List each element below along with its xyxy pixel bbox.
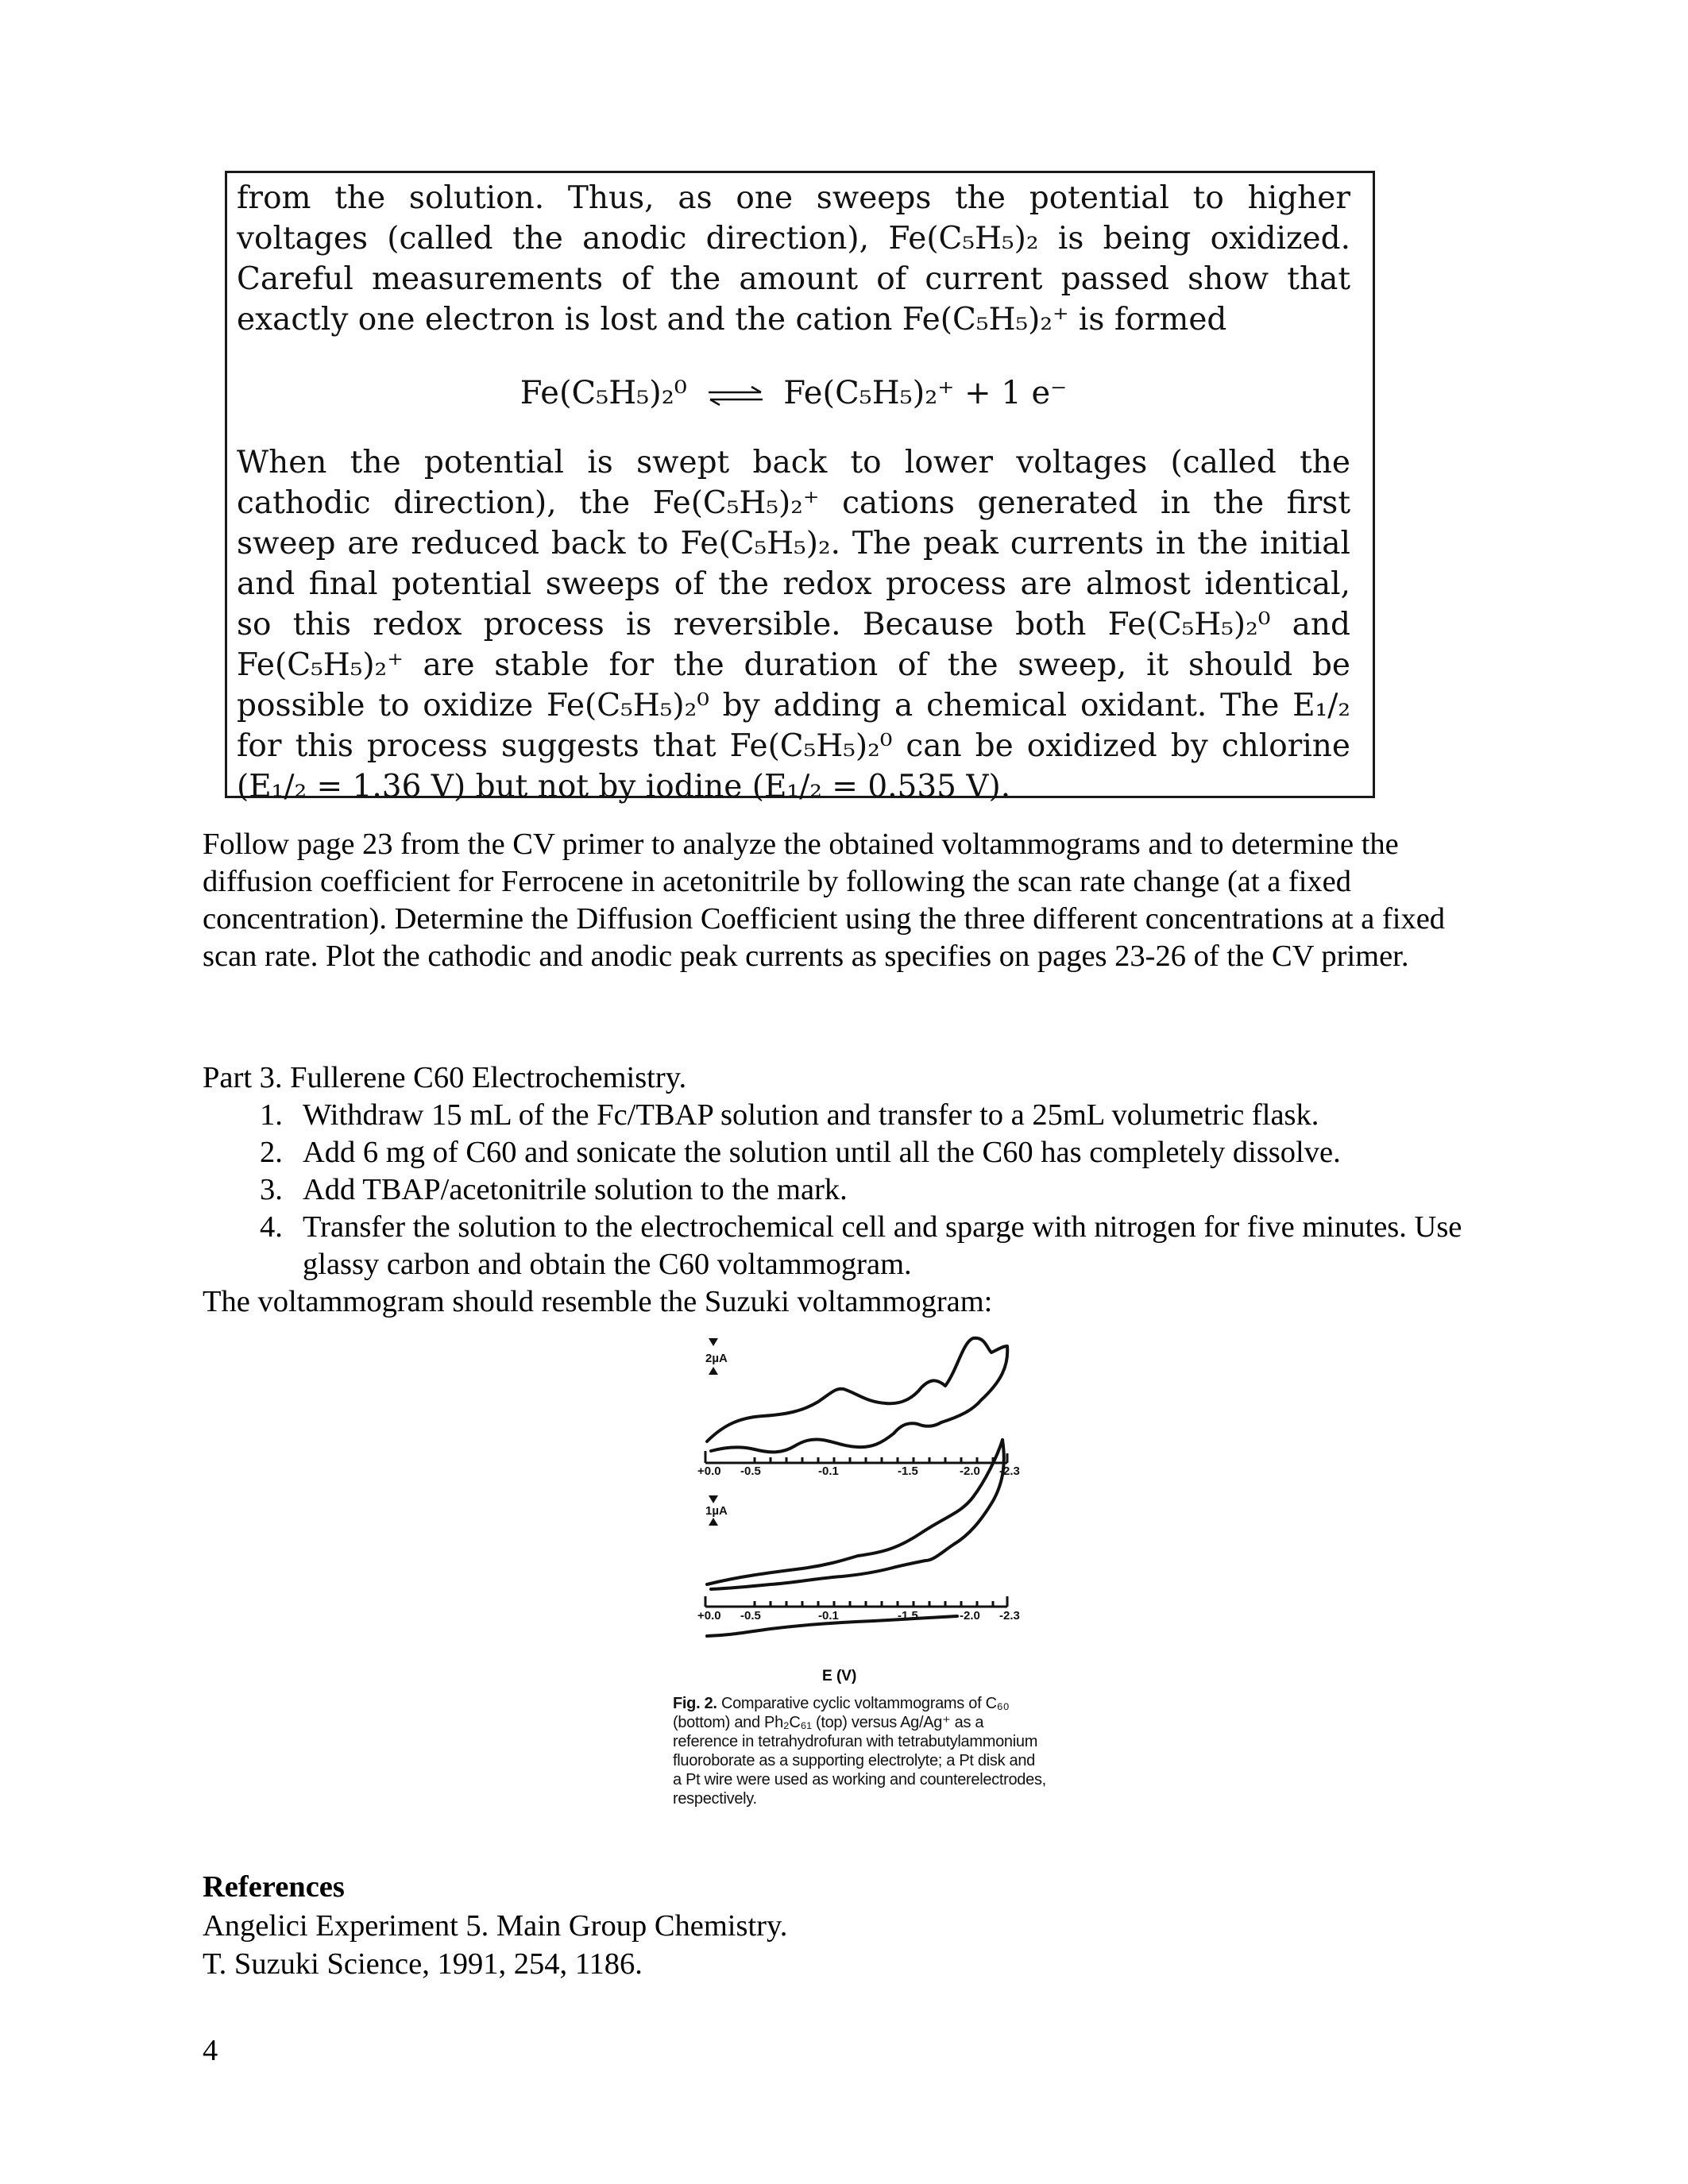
top-curve-forward: [707, 1338, 1007, 1441]
part3-heading: Part 3. Fullerene C60 Electrochemistry.: [203, 1061, 687, 1094]
caption-text: Comparative cyclic voltammograms of C₆₀ (bottom) and Ph₂C₆₁ (top) versus Ag/Ag⁺ as a reference in tetrahydrofuran with tetrabutylammonium fluoroborate as a supporting electrolyte; a Pt disk and a Pt wire were used as working and counterelectrodes, respectively.: [673, 1695, 1046, 1808]
list-item: [203, 1134, 1489, 1171]
step-text: Transfer the solution to the electrochemical cell and sparge with nitrogen for five minutes. Use glassy carbon and obtain the C60 voltammogram.: [303, 1210, 1462, 1281]
equation-right: Fe(C₅H₅)₂⁺ + 1 e⁻: [783, 375, 1068, 411]
excerpt-paragraph-1: from the solution. Thus, as one sweeps the potential to higher voltages (called the anodic direction), Fe(C₅H₅)₂ is being oxidized. Careful measurements of the amount of current passed show that exactly one electron is lost and the cation Fe(C₅H₅)₂⁺ is formed: [237, 180, 1350, 338]
scanned-excerpt-box: [225, 171, 1375, 805]
x-axis-label: E (V): [822, 1668, 857, 1684]
bottom-tick-label: +0.0: [697, 1609, 721, 1623]
bottom-tick-label: -1.5: [898, 1609, 918, 1623]
equation-left: Fe(C₅H₅)₂⁰: [520, 375, 687, 411]
top-tick-label: -0.5: [740, 1464, 761, 1478]
redox-equation: [237, 373, 1350, 414]
procedure-list: [203, 1097, 1489, 1283]
resemble-sentence: The voltammogram should resemble the Suzuki voltammogram:: [203, 1285, 993, 1318]
step-text: Add TBAP/acetonitrile solution to the mark.: [303, 1173, 848, 1206]
top-tick-label: -2.3: [999, 1464, 1020, 1478]
top-tick-label: -2.0: [960, 1464, 980, 1478]
equilibrium-arrows-icon: [707, 385, 764, 406]
list-item: [203, 1171, 1489, 1209]
step-text: Withdraw 15 mL of the Fc/TBAP solution and transfer to a 25mL volumetric flask.: [303, 1098, 1319, 1132]
bottom-scale-label: 1µA: [705, 1504, 728, 1518]
step-text: Add 6 mg of C60 and sonicate the solution until all the C60 has completely dissolve.: [303, 1136, 1341, 1169]
reference-item: Angelici Experiment 5. Main Group Chemistry.: [203, 1909, 788, 1943]
page-number: 4: [203, 2034, 218, 2067]
references-heading: References: [203, 1870, 345, 1904]
step-number: 4.: [260, 1210, 283, 1244]
bottom-tick-label: -2.3: [999, 1609, 1020, 1623]
instructions-paragraph: Follow page 23 from the CV primer to analyze the obtained voltammograms and to determine the diffusion coefficient for Ferrocene in acetonitrile by following the scan rate change (at a fixed concentration). Determine the Diffusion Coefficient using the three different concentrations at a fixed scan rate. Plot the cathodic and anodic peak currents as specifies on pages 23-26 of the CV primer.: [203, 828, 1446, 973]
step-number: 1.: [260, 1098, 283, 1132]
bottom-tick-label: -2.0: [960, 1609, 980, 1623]
bottom-tick-label: -0.1: [818, 1609, 839, 1623]
bottom-tick-label: -0.5: [740, 1609, 761, 1623]
top-tick-label: -0.1: [818, 1464, 839, 1478]
step-number: 2.: [260, 1136, 283, 1169]
top-curve-return: [711, 1422, 941, 1452]
caption-label: Fig. 2.: [673, 1695, 717, 1712]
list-item: [203, 1097, 1489, 1134]
bottom-curve-forward: [707, 1440, 1002, 1584]
reference-item: T. Suzuki Science, 1991, 254, 1186.: [203, 1947, 643, 1981]
figure-caption: [673, 1694, 1046, 1808]
top-scale-label: 2µA: [705, 1352, 728, 1365]
list-item: [203, 1209, 1489, 1283]
top-tick-label: +0.0: [697, 1464, 721, 1478]
excerpt-paragraph-2: When the potential is swept back to lower voltages (called the cathodic direction), the Fe(C₅H₅)₂⁺ cations generated in the first sweep are reduced back to Fe(C₅H₅)₂. The peak currents in the initial and final potential sweeps of the redox process are almost identical, so this redox process is reversible. Because both Fe(C₅H₅)₂⁰ and Fe(C₅H₅)₂⁺ are stable for the duration of the sweep, it should be possible to oxidize Fe(C₅H₅)₂⁰ by adding a chemical oxidant. The E₁/₂ for this process suggests that Fe(C₅H₅)₂⁰ can be oxidized by chlorine (E₁/₂ = 1.36 V) but not by iodine (E₁/₂ = 0.535 V).: [237, 445, 1350, 805]
top-tick-label: -1.5: [898, 1464, 918, 1478]
step-number: 3.: [260, 1173, 283, 1206]
